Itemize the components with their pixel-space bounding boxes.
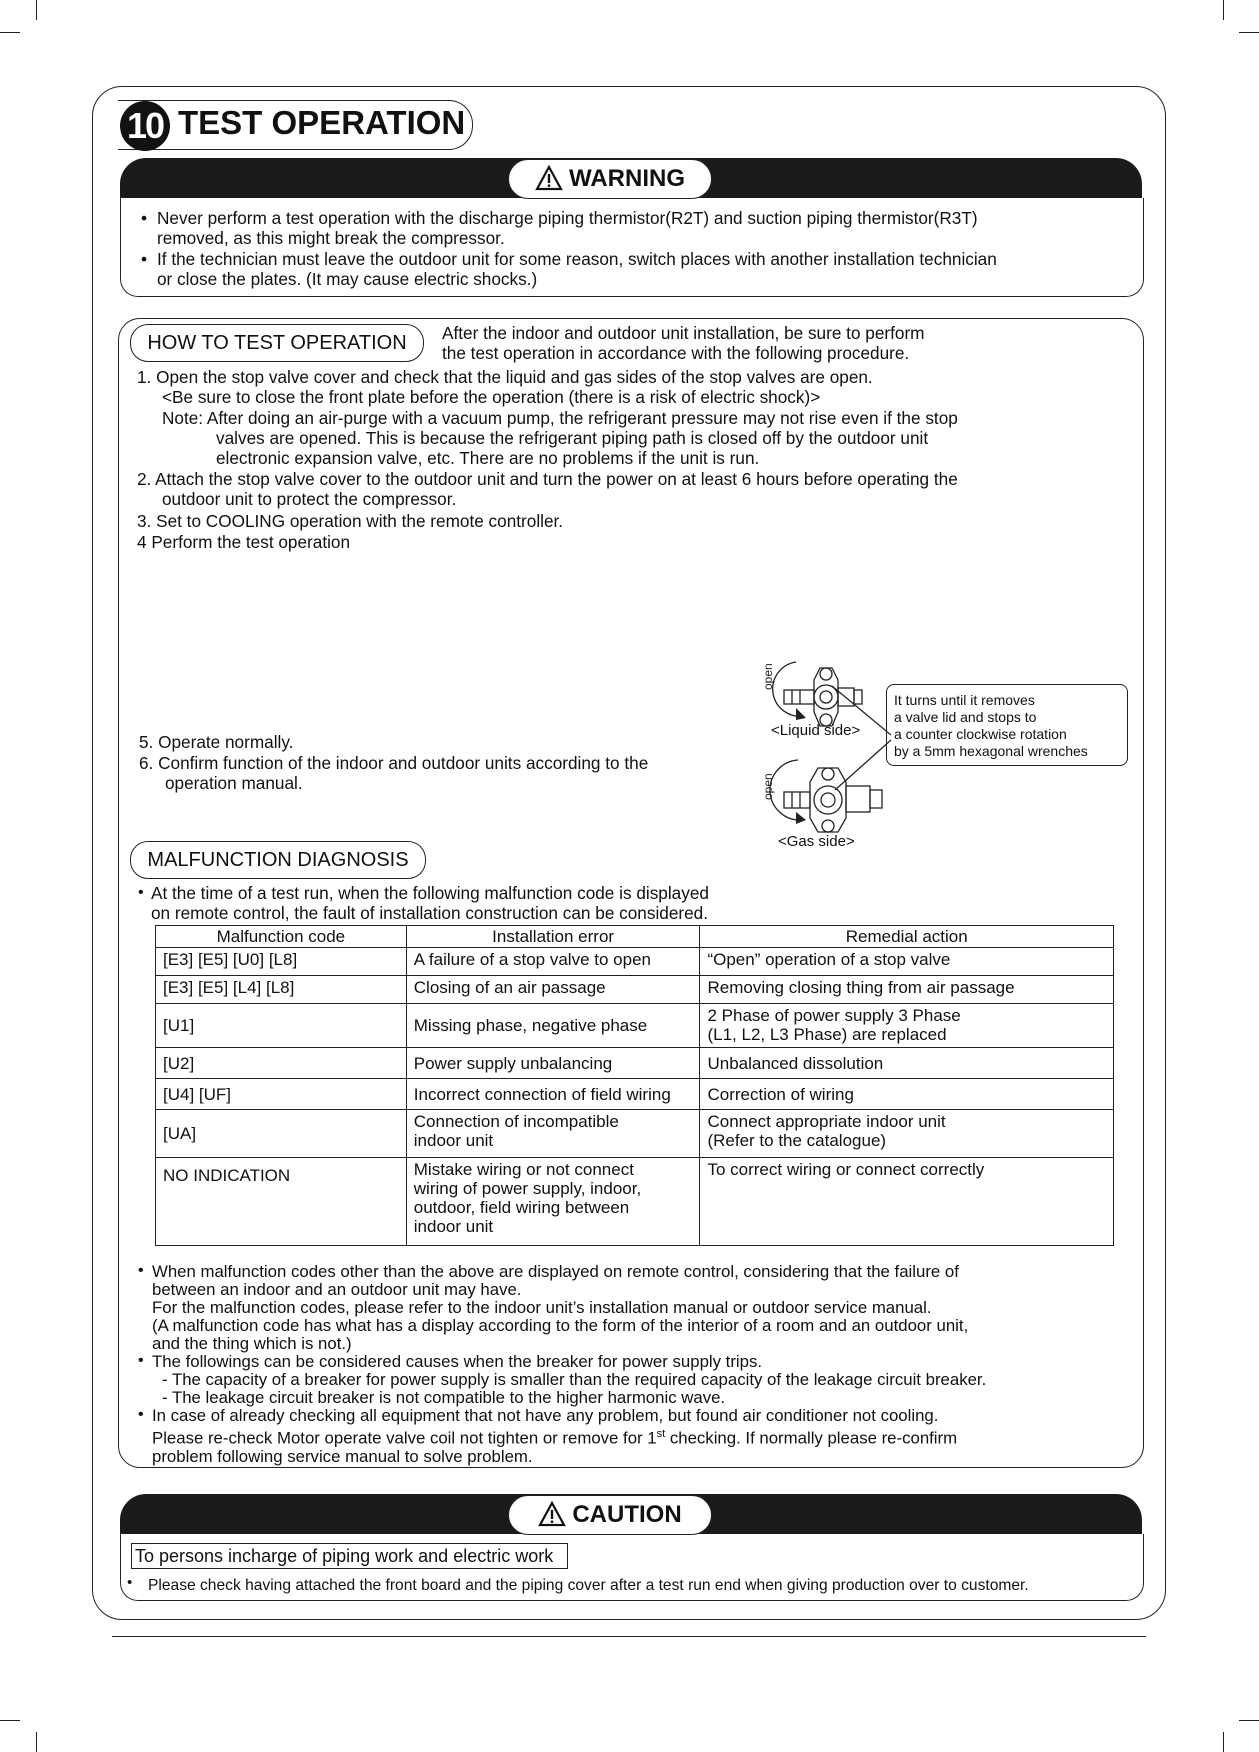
crop-mark bbox=[0, 32, 20, 33]
note-bullet: • bbox=[138, 1262, 144, 1279]
crop-mark bbox=[36, 1732, 37, 1752]
liquid-open-label: open bbox=[761, 663, 775, 690]
installation-error: Connection of incompatible indoor unit bbox=[406, 1110, 700, 1158]
installation-error: Incorrect connection of field wiring bbox=[406, 1079, 700, 1110]
note-bullet: • bbox=[138, 1406, 144, 1423]
remedial-action: 2 Phase of power supply 3 Phase (L1, L2, L3 Phase) are replaced bbox=[700, 1004, 1114, 1048]
warning-label bbox=[508, 159, 712, 199]
caution-bullet: • bbox=[127, 1574, 133, 1591]
step-4: 4 Perform the test operation bbox=[137, 532, 351, 552]
malfunction-code: [UA] bbox=[156, 1110, 407, 1158]
malfunction-code: [E3] [E5] [L4] [L8] bbox=[156, 976, 407, 1004]
crop-mark bbox=[0, 1720, 20, 1721]
column-header: Installation error bbox=[406, 926, 700, 948]
step-1-note: Note: After doing an air-purge with a vacuum pump, the refrigerant pressure may not rise even if the stop bbox=[162, 408, 958, 428]
table-header-row bbox=[156, 926, 1114, 948]
step-6-line2: operation manual. bbox=[165, 773, 303, 793]
malfunction-note-1: When malfunction codes other than the above are displayed on remote control, considering that the failure of between an indoor and an outdoor unit may have. For the malfunction codes, please refer to the indoor unit’s installation manual or outdoor service manual. (A malfunction code has what has a display according to the form of the interior of a room and an outdoor unit, and the thing which is not.) bbox=[152, 1262, 969, 1353]
step-6: 6. Confirm function of the indoor and outdoor units according to the bbox=[139, 753, 649, 773]
note-bullet: • bbox=[138, 1352, 144, 1369]
warning-item-1: • Never perform a test operation with the discharge piping thermistor(R2T) and suction piping thermistor(R3T) removed, as this might break the compressor. bbox=[157, 208, 978, 248]
warning-item-2: • If the technician must leave the outdoor unit for some reason, switch places with another installation technician or close the plates. (It may cause electric shocks.) bbox=[157, 249, 997, 289]
step-2: 2. Attach the stop valve cover to the outdoor unit and turn the power on at least 6 hours before operating the bbox=[137, 469, 958, 489]
malfunction-heading: MALFUNCTION DIAGNOSIS bbox=[130, 841, 426, 879]
installation-error: Mistake wiring or not connect wiring of power supply, indoor, outdoor, field wiring between indoor unit bbox=[406, 1158, 700, 1246]
step-3: 3. Set to COOLING operation with the remote controller. bbox=[137, 511, 564, 531]
malfunction-intro: At the time of a test run, when the following malfunction code is displayed on remote control, the fault of installation construction can be considered. bbox=[151, 883, 709, 923]
table-row bbox=[156, 1110, 1114, 1158]
malfunction-note-3: In case of already checking all equipment that not have any problem, but found air conditioner not cooling. Please re-check Motor operate valve coil not tighten or remove for 1st checking. If normally please re-confirm problem following service manual to solve problem. bbox=[152, 1406, 958, 1466]
column-header: Malfunction code bbox=[156, 926, 407, 948]
how-to-heading: HOW TO TEST OPERATION bbox=[130, 324, 424, 362]
crop-mark bbox=[1223, 0, 1224, 20]
table-row bbox=[156, 1004, 1114, 1048]
malfunction-code: NO INDICATION bbox=[156, 1158, 407, 1246]
bottom-rule bbox=[112, 1636, 1146, 1637]
step-1-note-shock: <Be sure to close the front plate before the operation (there is a risk of electric shock)> bbox=[162, 387, 821, 407]
crop-mark bbox=[1239, 32, 1259, 33]
table-row bbox=[156, 1048, 1114, 1079]
installation-error: Power supply unbalancing bbox=[406, 1048, 700, 1079]
remedial-action: Removing closing thing from air passage bbox=[700, 976, 1114, 1004]
malfunction-note-2: The followings can be considered causes when the breaker for power supply trips. - The capacity of a breaker for power supply is smaller than the required capacity of the leakage circuit breaker. - The leakage circuit breaker is not compatible to the higher harmonic wave. bbox=[152, 1352, 987, 1407]
step-1-note-line3: electronic expansion valve, etc. There are no problems if the unit is run. bbox=[216, 448, 760, 468]
crop-mark bbox=[1223, 1732, 1224, 1752]
malfunction-code: [U2] bbox=[156, 1048, 407, 1079]
section-title: TEST OPERATION bbox=[178, 104, 466, 141]
step-1: 1. Open the stop valve cover and check that the liquid and gas sides of the stop valves are open. bbox=[137, 367, 873, 387]
remedial-action: “Open” operation of a stop valve bbox=[700, 948, 1114, 976]
table-row bbox=[156, 1079, 1114, 1110]
remedial-action: Unbalanced dissolution bbox=[700, 1048, 1114, 1079]
gas-open-label: open bbox=[761, 773, 775, 800]
malfunction-intro-bullet: • bbox=[138, 884, 144, 901]
table-row bbox=[156, 948, 1114, 976]
caution-label-text: CAUTION bbox=[572, 1501, 682, 1528]
gas-side-label: <Gas side> bbox=[778, 833, 855, 850]
remedial-action: Connect appropriate indoor unit (Refer to the catalogue) bbox=[700, 1110, 1114, 1158]
warning-triangle-icon bbox=[535, 165, 563, 191]
step-5: 5. Operate normally. bbox=[139, 732, 294, 752]
how-to-intro: After the indoor and outdoor unit installation, be sure to perform the test operation in accordance with the following procedure. bbox=[442, 323, 925, 363]
warning-label-text: WARNING bbox=[569, 165, 685, 192]
remedial-action: To correct wiring or connect correctly bbox=[700, 1158, 1114, 1246]
section-number: 10 bbox=[120, 101, 170, 151]
malfunction-code: [U4] [UF] bbox=[156, 1079, 407, 1110]
caution-boxed-heading: To persons incharge of piping work and electric work bbox=[131, 1543, 568, 1569]
installation-error: Missing phase, negative phase bbox=[406, 1004, 700, 1048]
caution-label bbox=[508, 1495, 712, 1535]
column-header: Remedial action bbox=[700, 926, 1114, 948]
malfunction-code: [U1] bbox=[156, 1004, 407, 1048]
step-1-note-line2: valves are opened. This is because the refrigerant piping path is closed off by the outdoor unit bbox=[216, 428, 929, 448]
table-row bbox=[156, 976, 1114, 1004]
remedial-action: Correction of wiring bbox=[700, 1079, 1114, 1110]
liquid-side-label: <Liquid side> bbox=[771, 722, 861, 739]
malfunction-table bbox=[155, 925, 1114, 1246]
malfunction-code: [E3] [E5] [U0] [L8] bbox=[156, 948, 407, 976]
installation-error: Closing of an air passage bbox=[406, 976, 700, 1004]
installation-error: A failure of a stop valve to open bbox=[406, 948, 700, 976]
step-2-line2: outdoor unit to protect the compressor. bbox=[162, 489, 457, 509]
caution-triangle-icon bbox=[538, 1501, 566, 1527]
crop-mark bbox=[36, 0, 37, 20]
callout-text: It turns until it removes a valve lid and stops to a counter clockwise rotation by a 5mm hexagonal wrenches bbox=[894, 692, 1088, 759]
crop-mark bbox=[1239, 1720, 1259, 1721]
caution-item: Please check having attached the front board and the piping cover after a test run end when giving production over to customer. bbox=[148, 1577, 1029, 1594]
table-row bbox=[156, 1158, 1114, 1246]
